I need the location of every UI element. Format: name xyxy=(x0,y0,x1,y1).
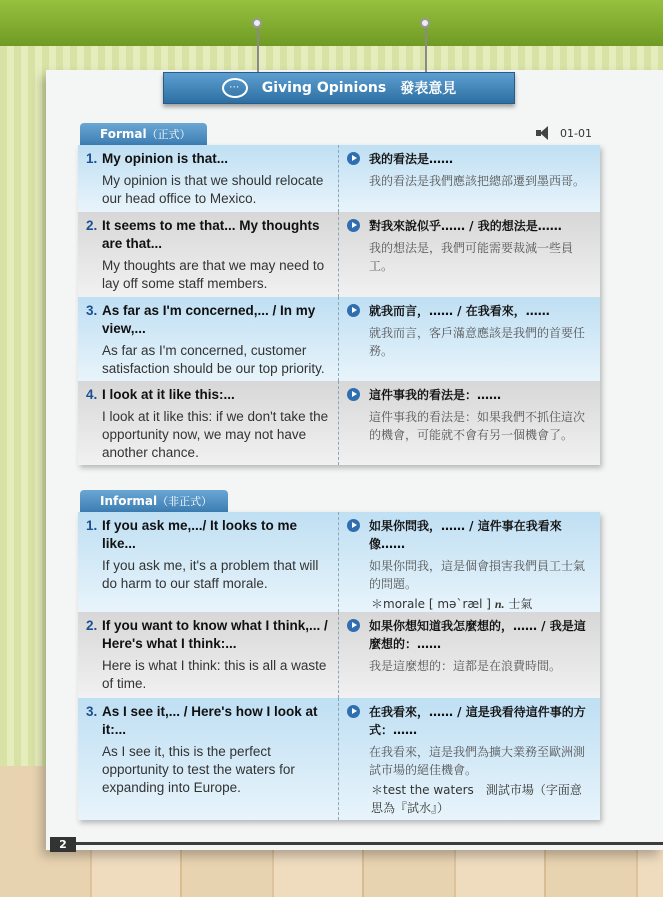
chinese-example: 如果你問我，這是個會損害我們員工士氣的問題。 xyxy=(369,559,586,591)
chinese-example: 這件事我的看法是：如果我們不抓住這次的機會，可能就不會有另一個機會了。 xyxy=(369,410,586,442)
chinese-example: 我是這麼想的：這都是在浪費時間。 xyxy=(369,659,562,673)
note-pronunciation: [ məˋræl ] xyxy=(428,597,491,611)
section-tab-informal xyxy=(80,490,228,512)
item-number: 4. xyxy=(86,387,98,402)
title-english: Giving Opinions xyxy=(261,80,387,96)
hook-icon xyxy=(252,18,262,28)
english-example: Here is what I think: this is all a waste of time. xyxy=(102,658,327,691)
note-word: ＊test the waters xyxy=(371,783,474,797)
table-row xyxy=(78,612,600,698)
table-row xyxy=(78,381,600,465)
note-part-of-speech: n. xyxy=(494,597,505,611)
english-phrase: If you want to know what I think,... / Here's what I think:... xyxy=(102,618,328,651)
top-border xyxy=(0,0,663,46)
formal-table xyxy=(78,145,600,465)
item-number: 1. xyxy=(86,151,98,166)
play-arrow-icon[interactable] xyxy=(347,304,360,317)
chinese-phrase: 就我而言，…… / 在我看來，…… xyxy=(369,304,550,318)
speech-bubble-icon: ⋯ xyxy=(222,78,248,98)
play-arrow-icon[interactable] xyxy=(347,619,360,632)
english-phrase: It seems to me that... My thoughts are that... xyxy=(102,218,320,251)
hook-icon xyxy=(420,18,430,28)
english-example: As I see it, this is the perfect opportunity to test the waters for expanding into Europe. xyxy=(102,744,295,795)
table-row xyxy=(78,698,600,820)
audio-track[interactable] xyxy=(536,126,592,140)
chinese-example: 在我看來，這是我們為擴大業務至歐洲測試市場的絕佳機會。 xyxy=(369,745,586,777)
table-row xyxy=(78,512,600,612)
informal-table xyxy=(78,512,600,820)
table-row xyxy=(78,212,600,297)
table-row xyxy=(78,145,600,212)
item-number: 2. xyxy=(86,618,98,633)
play-arrow-icon[interactable] xyxy=(347,219,360,232)
section-tab-formal xyxy=(80,123,207,145)
english-example: I look at it like this: if we don't take the opportunity now, we may not have another chance. xyxy=(102,409,329,460)
chinese-example: 我的想法是，我們可能需要裁減一些員工。 xyxy=(369,241,574,273)
english-phrase: As I see it,... / Here's how I look at it:... xyxy=(102,704,318,737)
english-phrase: I look at it like this:... xyxy=(102,387,235,402)
track-number: 01-01 xyxy=(560,126,592,140)
chinese-phrase: 對我來說似乎…… / 我的想法是…… xyxy=(369,219,562,233)
tab-label: Formal xyxy=(100,127,147,141)
english-phrase: If you ask me,.../ It looks to me like... xyxy=(102,518,298,551)
note-meaning: 測試市場（字面意思為『試水』） xyxy=(371,783,582,815)
english-example: As far as I'm concerned, customer satisfaction should be our top priority. xyxy=(102,343,325,376)
chinese-example: 我的看法是我們應該把總部遷到墨西哥。 xyxy=(369,174,586,188)
item-number: 1. xyxy=(86,518,98,533)
page-title xyxy=(163,72,515,104)
hanging-wire xyxy=(257,28,259,74)
chinese-phrase: 如果你問我，…… / 這件事在我看來像…… xyxy=(369,519,562,551)
hanging-wire xyxy=(425,28,427,74)
chinese-phrase: 在我看來，…… / 這是我看待這件事的方式：…… xyxy=(369,705,586,737)
item-number: 2. xyxy=(86,218,98,233)
chinese-phrase: 這件事我的看法是：…… xyxy=(369,388,502,402)
tab-label: Informal xyxy=(100,494,158,508)
play-arrow-icon[interactable] xyxy=(347,705,360,718)
table-row xyxy=(78,297,600,381)
play-arrow-icon[interactable] xyxy=(347,519,360,532)
vocab-note xyxy=(349,781,592,817)
board-bottom-frame xyxy=(60,842,663,845)
english-example: My opinion is that we should relocate our head office to Mexico. xyxy=(102,173,324,206)
vocab-note xyxy=(349,595,592,613)
tab-label-zh: （非正式） xyxy=(157,495,213,508)
english-example: If you ask me, it's a problem that will do harm to our staff morale. xyxy=(102,558,319,591)
english-phrase: As far as I'm concerned,... / In my view,... xyxy=(102,303,316,336)
tab-label-zh: （正式） xyxy=(146,128,191,141)
english-phrase: My opinion is that... xyxy=(102,151,228,166)
chinese-phrase: 我的看法是…… xyxy=(369,152,454,166)
note-word: ＊morale xyxy=(371,597,426,611)
title-chinese: 發表意見 xyxy=(400,81,457,97)
speaker-icon[interactable] xyxy=(536,126,554,140)
english-example: My thoughts are that we may need to lay off some staff members. xyxy=(102,258,325,291)
page-number: 2 xyxy=(50,837,76,852)
chinese-phrase: 如果你想知道我怎麼想的，…… / 我是這麼想的：…… xyxy=(369,619,586,651)
chinese-example: 就我而言，客戶滿意應該是我們的首要任務。 xyxy=(369,326,586,358)
item-number: 3. xyxy=(86,704,98,719)
play-arrow-icon[interactable] xyxy=(347,388,360,401)
play-arrow-icon[interactable] xyxy=(347,152,360,165)
item-number: 3. xyxy=(86,303,98,318)
note-meaning: 士氣 xyxy=(508,597,533,611)
